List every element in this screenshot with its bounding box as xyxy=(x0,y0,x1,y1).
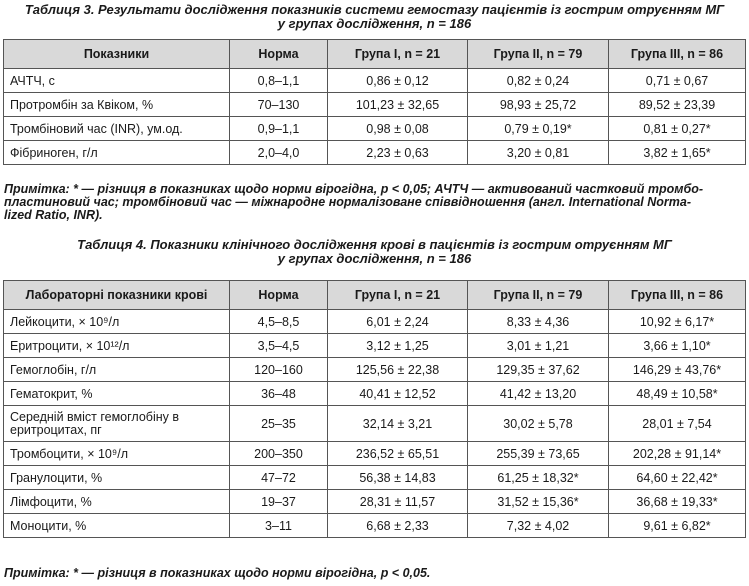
table-cell: 202,28 ± 91,14* xyxy=(609,442,746,466)
table-cell: 10,92 ± 6,17* xyxy=(609,310,746,334)
table-cell: 0,9–1,1 xyxy=(230,117,328,141)
table3-header-cell: Показники xyxy=(4,40,230,69)
table-cell: 6,01 ± 2,24 xyxy=(328,310,468,334)
table-cell: 32,14 ± 3,21 xyxy=(328,406,468,442)
table-cell: Тромбоцити, × 10⁹/л xyxy=(4,442,230,466)
table4-caption-line1: Таблиця 4. Показники клінічного дослідження крові в пацієнтів із гострим отруєнням МГ xyxy=(77,237,672,252)
table-cell: 3,20 ± 0,81 xyxy=(468,141,609,165)
table-cell: 3–11 xyxy=(230,514,328,538)
table-row xyxy=(4,406,746,442)
table-cell: 120–160 xyxy=(230,358,328,382)
table-cell: 6,68 ± 2,33 xyxy=(328,514,468,538)
table-cell: 2,23 ± 0,63 xyxy=(328,141,468,165)
table-cell: 36–48 xyxy=(230,382,328,406)
table-row xyxy=(4,442,746,466)
table-cell: 0,79 ± 0,19* xyxy=(468,117,609,141)
table-cell: 255,39 ± 73,65 xyxy=(468,442,609,466)
table-cell: 0,86 ± 0,12 xyxy=(328,69,468,93)
table-cell: 0,71 ± 0,67 xyxy=(609,69,746,93)
table-cell: 0,98 ± 0,08 xyxy=(328,117,468,141)
table4-header-row xyxy=(4,281,746,310)
table4-header-cell: Група I, n = 21 xyxy=(328,281,468,310)
table3-caption xyxy=(0,3,749,31)
table3-header-row xyxy=(4,40,746,69)
table-cell: Фібриноген, г/л xyxy=(4,141,230,165)
table-cell: 48,49 ± 10,58* xyxy=(609,382,746,406)
table-cell: 3,12 ± 1,25 xyxy=(328,334,468,358)
table4-note xyxy=(4,567,746,580)
table-row xyxy=(4,334,746,358)
table-cell: 4,5–8,5 xyxy=(230,310,328,334)
table-cell: Еритроцити, × 10¹²/л xyxy=(4,334,230,358)
table-cell: 3,66 ± 1,10* xyxy=(609,334,746,358)
table-cell: 0,82 ± 0,24 xyxy=(468,69,609,93)
table-cell: 56,38 ± 14,83 xyxy=(328,466,468,490)
table-cell: 98,93 ± 25,72 xyxy=(468,93,609,117)
table-cell: 200–350 xyxy=(230,442,328,466)
table3-header-cell: Група I, n = 21 xyxy=(328,40,468,69)
table-cell: 28,01 ± 7,54 xyxy=(609,406,746,442)
table-row xyxy=(4,514,746,538)
table4-header-cell: Група II, n = 79 xyxy=(468,281,609,310)
table3-caption-line1: Таблиця 3. Результати дослідження показників системи гемостазу пацієнтів із гострим отруєнням МГ xyxy=(24,2,725,17)
table-cell: 146,29 ± 43,76* xyxy=(609,358,746,382)
table-row xyxy=(4,69,746,93)
table-cell: 28,31 ± 11,57 xyxy=(328,490,468,514)
table-cell: 7,32 ± 4,02 xyxy=(468,514,609,538)
table-cell: 41,42 ± 13,20 xyxy=(468,382,609,406)
table-cell: 89,52 ± 23,39 xyxy=(609,93,746,117)
table-cell: 8,33 ± 4,36 xyxy=(468,310,609,334)
table-cell: 2,0–4,0 xyxy=(230,141,328,165)
table4-note-line1: Примітка: * — різниця в показниках щодо норми вірогідна, p < 0,05. xyxy=(4,566,431,580)
table-row xyxy=(4,117,746,141)
table-cell: Протромбін за Квіком, % xyxy=(4,93,230,117)
table-cell: 125,56 ± 22,38 xyxy=(328,358,468,382)
table3-note-line1: Примітка: * — різниця в показниках щодо норми вірогідна, p < 0,05; АЧТЧ — активований частковий тромбо- xyxy=(4,182,704,196)
table-cell: 101,23 ± 32,65 xyxy=(328,93,468,117)
table3 xyxy=(3,39,746,165)
table-cell: 30,02 ± 5,78 xyxy=(468,406,609,442)
table-cell: 36,68 ± 19,33* xyxy=(609,490,746,514)
table-cell: 70–130 xyxy=(230,93,328,117)
table-row xyxy=(4,466,746,490)
table3-note-line3: lized Ratio, INR). xyxy=(4,208,103,222)
table-cell: Лейкоцити, × 10⁹/л xyxy=(4,310,230,334)
table4 xyxy=(3,280,746,538)
table-row xyxy=(4,358,746,382)
table-cell: АЧТЧ, с xyxy=(4,69,230,93)
table-cell: 236,52 ± 65,51 xyxy=(328,442,468,466)
table-cell: Тромбіновий час (INR), ум.од. xyxy=(4,117,230,141)
table4-caption-line2: у групах дослідження, n = 186 xyxy=(277,251,472,266)
table3-header-cell: Група II, n = 79 xyxy=(468,40,609,69)
table-cell: Середній вміст гемоглобіну в еритроцитах, пг xyxy=(4,406,230,442)
table-row xyxy=(4,382,746,406)
table-cell: 47–72 xyxy=(230,466,328,490)
table-row xyxy=(4,490,746,514)
table-cell: Гематокрит, % xyxy=(4,382,230,406)
table-cell: Лімфоцити, % xyxy=(4,490,230,514)
table3-note xyxy=(4,183,746,222)
table-cell: 0,81 ± 0,27* xyxy=(609,117,746,141)
table4-header-cell: Група III, n = 86 xyxy=(609,281,746,310)
table4-header-cell: Норма xyxy=(230,281,328,310)
table-cell: 3,82 ± 1,65* xyxy=(609,141,746,165)
table-cell: 3,01 ± 1,21 xyxy=(468,334,609,358)
table-cell: 9,61 ± 6,82* xyxy=(609,514,746,538)
table3-header-cell: Група III, n = 86 xyxy=(609,40,746,69)
table-row xyxy=(4,93,746,117)
table-cell: 64,60 ± 22,42* xyxy=(609,466,746,490)
table-cell: 129,35 ± 37,62 xyxy=(468,358,609,382)
table-cell: 31,52 ± 15,36* xyxy=(468,490,609,514)
table-cell: Гранулоцити, % xyxy=(4,466,230,490)
table-row xyxy=(4,141,746,165)
table-cell: 0,8–1,1 xyxy=(230,69,328,93)
table3-header-cell: Норма xyxy=(230,40,328,69)
table4-header-cell: Лабораторні показники крові xyxy=(4,281,230,310)
table-cell: Гемоглобін, г/л xyxy=(4,358,230,382)
table4-caption xyxy=(0,238,749,266)
table3-note-line2: пластиновий час; тромбіновий час — міжнародне нормалізоване співвідношення (англ. International Norma- xyxy=(4,195,691,209)
table3-caption-line2: у групах дослідження, n = 186 xyxy=(277,16,472,31)
table-cell: 19–37 xyxy=(230,490,328,514)
table-cell: 3,5–4,5 xyxy=(230,334,328,358)
table-row xyxy=(4,310,746,334)
table-cell: Моноцити, % xyxy=(4,514,230,538)
table-cell: 40,41 ± 12,52 xyxy=(328,382,468,406)
table-cell: 25–35 xyxy=(230,406,328,442)
table-cell: 61,25 ± 18,32* xyxy=(468,466,609,490)
